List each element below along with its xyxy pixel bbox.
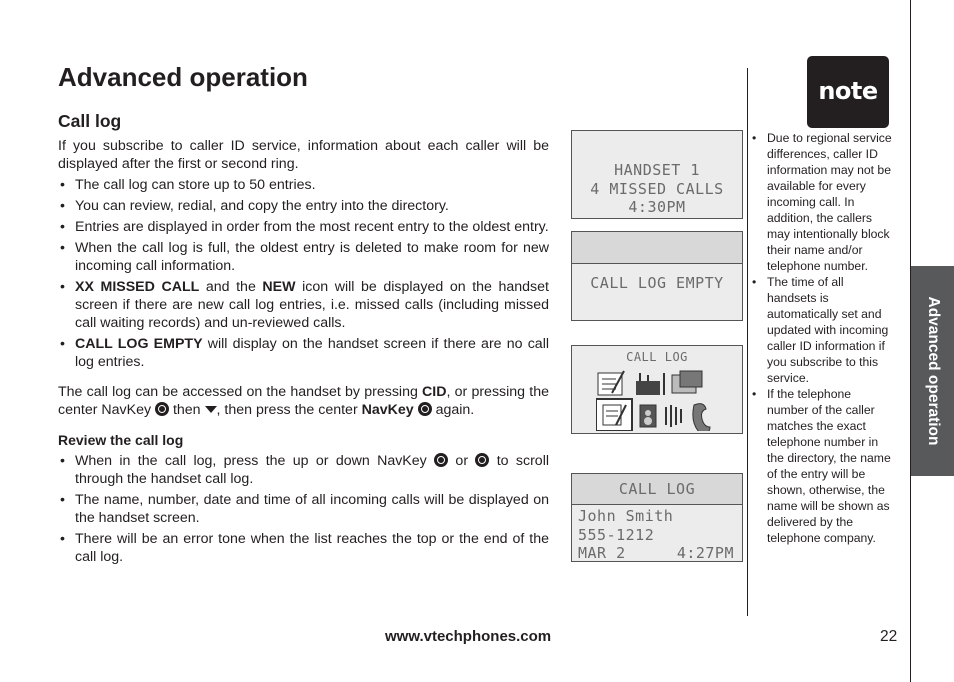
list-item: • The name, number, date and time of all incoming calls will be displayed on the handset screen. [58,491,549,527]
text-span: will display on the handset screen if there are no call log entries. [75,336,549,370]
note-item: • The time of all handsets is automatically set and updated with incoming caller ID information if you subscribe to this service. [752,274,892,386]
note-label: note [818,77,878,105]
footer-url: www.vtechphones.com [385,628,552,645]
list-item: • When the call log is full, the oldest entry is deleted to make room for new incoming call information. [58,239,549,275]
lcd-line: 4 MISSED CALLS [590,179,724,198]
access-text [58,383,549,419]
note-item: • If the telephone number of the caller matches the exact telephone number in the directory, the name of the entry will be shown, otherwise, the name will be shown as delivered by the telephone company. [752,386,892,546]
list-item: • Entries are displayed in order from the most recent entry to the oldest entry. [58,218,549,236]
new-term: NEW [262,279,296,295]
list-item [58,452,549,488]
note-badge [807,56,889,128]
navkey-center-icon [155,402,169,416]
chapter-tab-label: Advanced operation [924,296,942,446]
text-span: The call log can be accessed on the handset by pressing [58,384,423,400]
review-title: Review the call log [58,432,184,448]
call-date: MAR 2 [578,544,626,562]
text-span: When in the call log, press the up or down NavKey [75,453,435,469]
speaker-icon [640,405,656,427]
navkey-term: NavKey [361,402,414,418]
notes-column [752,130,892,546]
list-item: • There will be an error tone when the list reaches the top or the end of the call log. [58,530,549,566]
list-item [58,335,549,371]
text-span: or [448,453,476,469]
page-number: 22 [880,628,898,645]
section-title: Call log [58,111,122,131]
navkey-down-icon [475,453,489,467]
intro-text: If you subscribe to caller ID service, information about each caller will be displayed after the first or second ring. [58,138,549,172]
lcd-line: CALL LOG [626,350,688,364]
note-item: • Due to regional service differences, caller ID information may not be available for every incoming call. In addition, the callers may intentionally block their name and/or telephone number. [752,130,892,274]
text-span: then [169,402,205,418]
navkey-up-icon [434,453,448,467]
list-item: • The call log can store up to 50 entries. [58,176,549,194]
cid-term: CID [422,384,447,400]
text-span: icon will be displayed on the handset screen if there are new call log entries, i.e. missed calls (including missed call waiting records) and un-reviewed calls. [75,279,549,331]
lcd-header-bar [572,232,742,264]
ringer-icon [666,405,681,427]
lcd-menu [571,345,743,434]
text-span: to scroll through the handset call log. [75,453,550,487]
arrow-down-icon [205,406,217,413]
text-span: , then press the center [216,402,362,418]
call-time: 4:27PM [676,544,734,562]
lcd-line: HANDSET 1 [614,161,700,179]
call-log-icon [596,399,632,431]
caller-name: John Smith [578,507,674,525]
lcd-line: 4:30PM [628,198,686,216]
phonebook-icon [672,371,702,393]
list-item: • You can review, redial, and copy the entry into the directory. [58,197,549,215]
lcd-missed-calls [571,130,743,219]
call-log-empty-term: CALL LOG EMPTY [75,336,203,352]
navkey-center-icon [418,402,432,416]
text-span: , or pressing the center NavKey [58,384,549,418]
handset-icon [693,404,710,431]
settings-icon [636,373,664,395]
chapter-tab [911,266,954,476]
missed-call-term: XX MISSED CALL [75,279,200,295]
page-title: Advanced operation [58,62,308,92]
lcd-line: CALL LOG EMPTY [590,274,724,292]
lcd-header: CALL LOG [572,474,742,505]
lcd-call-log-empty [571,231,743,321]
call-log-section [58,137,549,566]
caller-number: 555-1212 [578,525,655,544]
text-span: again. [431,402,475,418]
directory-icon [598,371,624,395]
menu-icons [596,369,726,431]
column-divider [747,68,748,616]
lcd-call-log-entry [571,473,743,562]
list-item [58,278,549,332]
text-span: and the [199,279,263,295]
